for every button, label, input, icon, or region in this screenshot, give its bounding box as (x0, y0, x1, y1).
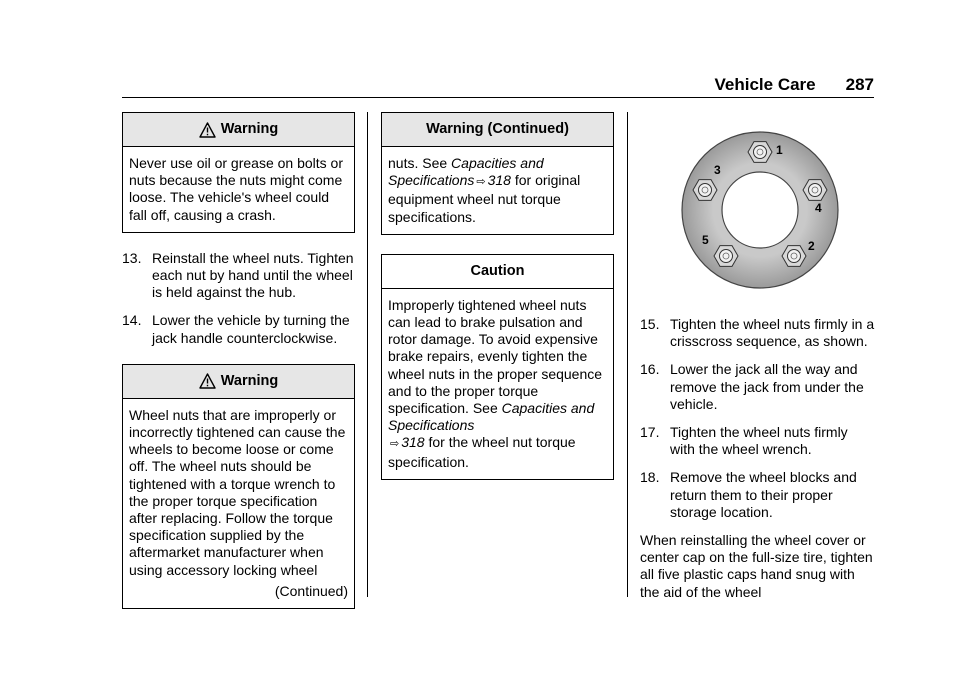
page-header (122, 72, 874, 98)
step-18 (640, 469, 876, 521)
warning-box-1 (122, 112, 355, 233)
column-divider (367, 112, 368, 597)
page-number: 287 (845, 74, 874, 94)
body-text: Improperly tightened wheel nuts can lead to brake pulsation and rotor damage. To avoid expensive brake repairs, evenly tighten the wheel nuts in the proper sequence and to the proper torque specification. See (388, 296, 603, 417)
continued-label: (Continued) (274, 582, 348, 599)
warning-box-header (123, 365, 354, 399)
warning-body: Never use oil or grease on bolts or nuts because the nuts might come loose. The vehicle's wheel could fall off, causing a crash. (129, 155, 343, 223)
column-1 (122, 112, 355, 609)
closing-paragraph: When reinstalling the wheel cover or center cap on the full-size tire, tighten all five plastic caps hand snug with the aid of the wheel (640, 532, 873, 600)
step-text: Tighten the wheel nuts firmly in a crisscross sequence, as shown. (670, 316, 875, 350)
page-reference-icon: ⇨ (476, 176, 486, 189)
body-text: for the wheel nut torque specification. (388, 434, 576, 470)
cross-reference-page[interactable]: 318 (401, 434, 425, 451)
wheel-center-hole (722, 172, 798, 248)
step-number: 13. (122, 249, 142, 266)
cross-reference-title[interactable]: Capacities and Specifications (388, 155, 544, 189)
warning-triangle-icon (199, 122, 216, 138)
warning-title: Warning (220, 372, 279, 389)
body-text: for original equipment wheel nut torque specifications. (388, 172, 581, 225)
caution-body (382, 289, 613, 479)
warning-box-header (382, 113, 613, 147)
warning-box-2 (122, 364, 355, 609)
step-number: 15. (640, 316, 660, 332)
step-14 (122, 312, 355, 346)
caution-title: Caution (470, 262, 525, 279)
caution-box (381, 254, 614, 480)
step-13 (122, 250, 355, 302)
diagram-label-3: 3 (714, 163, 721, 177)
step-text: Tighten the wheel nuts firmly with the wheel wrench. (670, 424, 848, 458)
step-text: Lower the jack all the way and remove the jack from under the vehicle. (670, 361, 864, 412)
warning-text: Wheel nuts that are improperly or incorrectly tightened can cause the wheels to become loose or come off. The wheel nuts should be tightened with a torque wrench to the proper torque specification after replacing. Follow the torque specification supplied by the aftermarket manufacturer when using accessory locking wheel (129, 406, 346, 578)
step-number: 14. (122, 312, 142, 329)
warning-title: Warning (220, 120, 279, 137)
section-title: Vehicle Care (714, 74, 816, 94)
cross-reference-title[interactable]: Capacities and Specifications (388, 400, 595, 434)
diagram-label-5: 5 (702, 233, 709, 247)
warning-title: Warning (Continued) (426, 120, 569, 137)
step-number: 17. (640, 424, 660, 441)
body-text: nuts. See (388, 155, 452, 171)
diagram-label-1: 1 (776, 143, 783, 157)
step-17 (640, 424, 876, 458)
step-text: Remove the wheel blocks and return them to their proper storage location. (670, 469, 857, 520)
warning-box-header (123, 113, 354, 147)
page-reference-icon: ⇨ (390, 438, 400, 451)
column-3 (640, 112, 876, 601)
warning-body (123, 399, 354, 608)
warning-body (382, 147, 613, 234)
step-15 (640, 316, 876, 350)
step-number: 16. (640, 361, 660, 378)
diagram-label-2: 2 (808, 239, 815, 253)
warning-continued-box (381, 112, 614, 235)
wheel-nut-sequence-diagram (680, 130, 840, 290)
diagram-label-4: 4 (815, 201, 822, 215)
caution-box-header (382, 255, 613, 289)
column-divider (627, 112, 628, 597)
column-2 (381, 112, 614, 480)
step-text: Reinstall the wheel nuts. Tighten each nut by hand until the wheel is held against the hub. (152, 249, 354, 301)
step-number: 18. (640, 469, 660, 486)
warning-triangle-icon (199, 373, 216, 389)
step-16 (640, 361, 876, 413)
step-text: Lower the vehicle by turning the jack handle counterclockwise. (152, 312, 350, 346)
cross-reference-page[interactable]: 318 (487, 172, 511, 189)
